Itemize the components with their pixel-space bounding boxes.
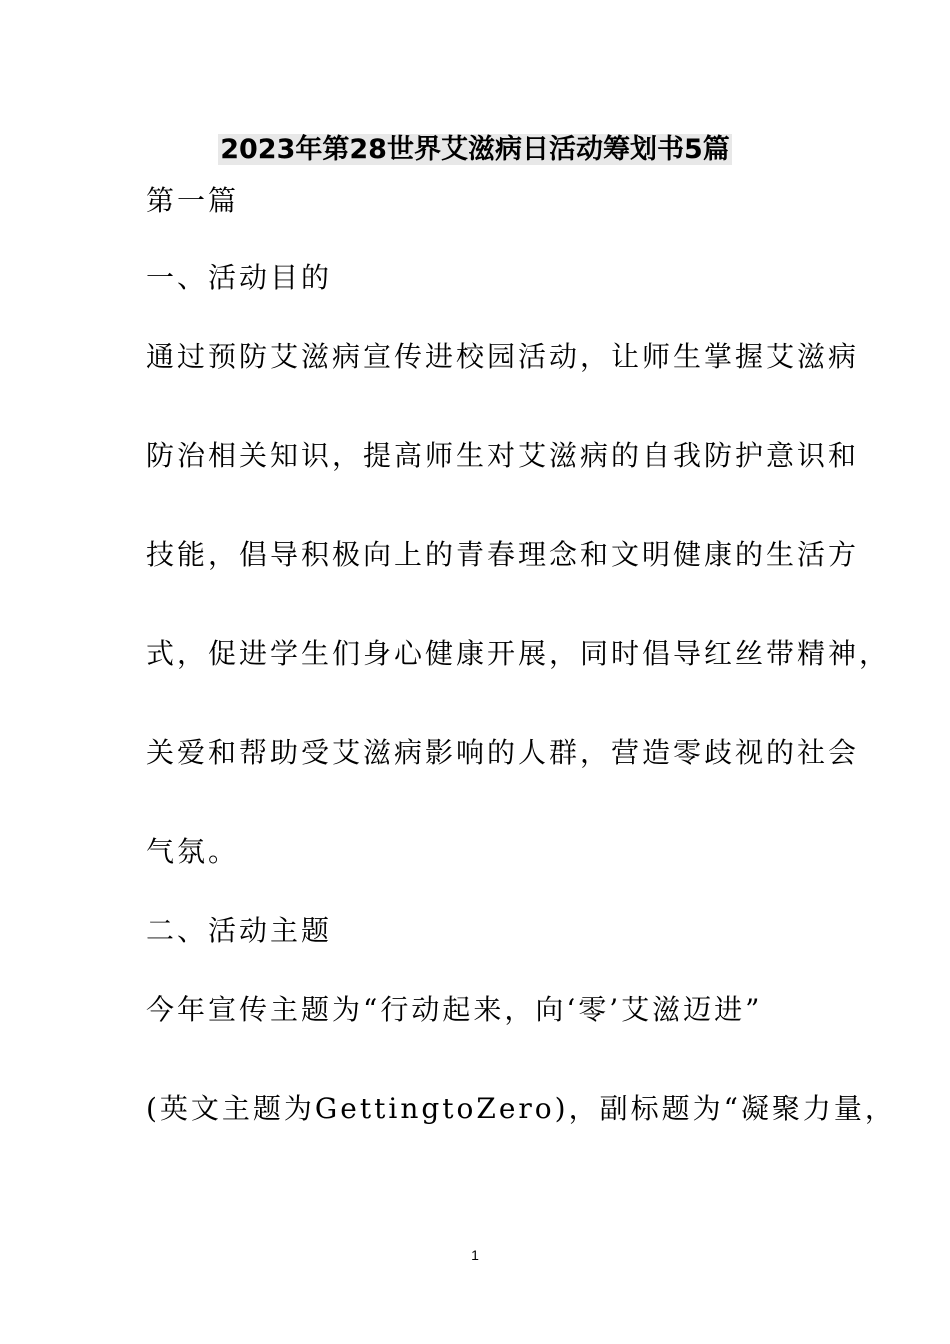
paragraph-line: 防治相关知识，提高师生对艾滋病的自我防护意识和 <box>146 439 860 472</box>
paragraph-line: 技能，倡导积极向上的青春理念和文明健康的生活方 <box>146 538 860 571</box>
paragraph-line: 今年宣传主题为“行动起来，向‘零’艾滋迈进” <box>146 993 763 1026</box>
section-heading-part-one: 第一篇 <box>146 184 240 217</box>
paragraph-line: (英文主题为GettingtoZero)，副标题为“凝聚力量， <box>146 1092 896 1125</box>
paragraph-line: 式，促进学生们身心健康开展，同时倡导红丝带精神， <box>146 637 891 670</box>
section-heading-theme: 二、活动主题 <box>146 914 333 947</box>
page-number: 1 <box>471 1247 479 1263</box>
paragraph-line: 气氛。 <box>146 835 240 868</box>
section-heading-purpose: 一、活动目的 <box>146 261 333 294</box>
paragraph-line: 关爱和帮助受艾滋病影响的人群，营造零歧视的社会 <box>146 736 860 769</box>
paragraph-line: 通过预防艾滋病宣传进校园活动，让师生掌握艾滋病 <box>146 340 860 373</box>
document-title-text: 2023年第28世界艾滋病日活动筹划书5篇 <box>220 134 730 165</box>
document-title <box>0 130 950 170</box>
